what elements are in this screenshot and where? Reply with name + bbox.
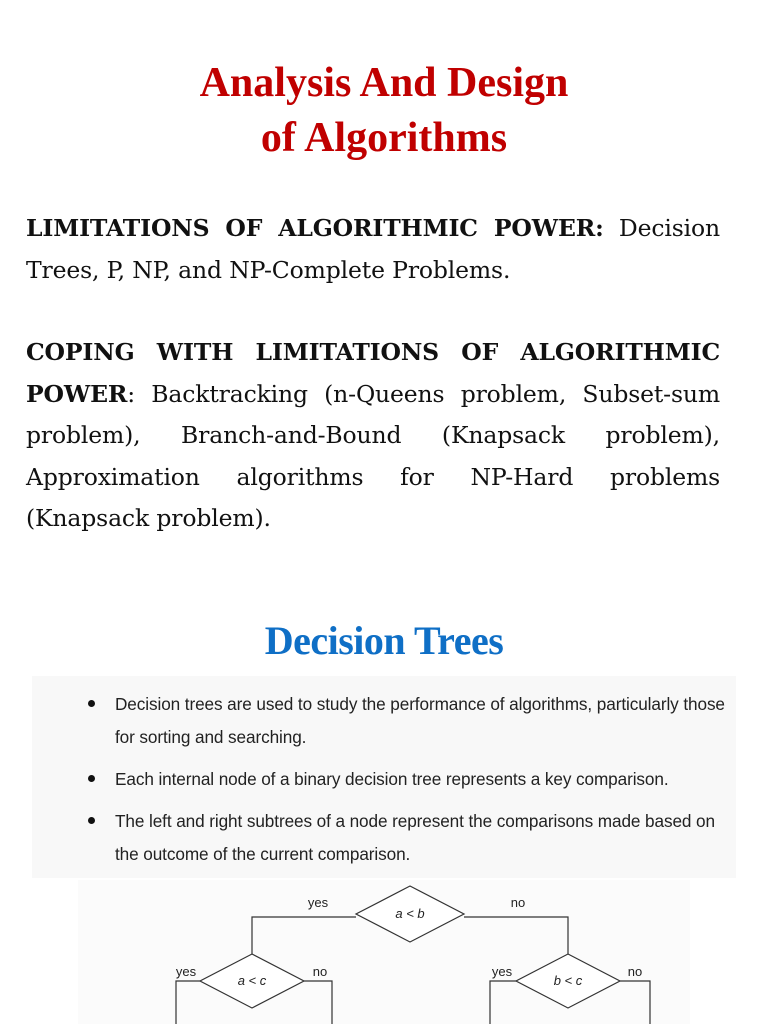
decision-tree-svg	[78, 880, 690, 1024]
root-right-edge	[464, 917, 568, 964]
right-no-label: no	[627, 964, 643, 979]
decision-tree-diagram	[78, 880, 690, 1024]
right-child-label: b < c	[553, 973, 583, 988]
bullet-item	[88, 805, 734, 871]
left-child-left-edge	[176, 981, 200, 1024]
coping-heading: COPING WITH LIMITATIONS OF ALGORITHMIC POWER	[26, 338, 720, 408]
section-title: Decision Trees	[264, 618, 504, 663]
slide-excerpt	[32, 676, 736, 878]
root-yes-label: yes	[307, 895, 329, 910]
bullet-dot-icon	[88, 700, 95, 707]
bullet-list	[88, 688, 734, 880]
coping-text: : Backtracking (n-Queens problem, Subset-sum problem), Branch-and-Bound (Knapsack problem), Approximation algorithms for NP-Hard problems (Knapsack problem).	[26, 379, 720, 532]
root-no-label: no	[510, 895, 526, 910]
bullet-text: Decision trees are used to study the performance of algorithms, particularly those for sorting and searching.	[115, 694, 725, 747]
root-node-label: a < b	[395, 906, 425, 921]
left-child-label: a < c	[237, 973, 267, 988]
left-child-right-edge	[304, 981, 332, 1024]
root-left-edge	[252, 917, 356, 964]
right-child-left-edge	[490, 981, 516, 1024]
document-title	[0, 56, 768, 166]
limitations-text: Decision Trees, P, NP, and NP-Complete Problems.	[26, 214, 721, 284]
limitations-heading: LIMITATIONS OF ALGORITHMIC POWER:	[26, 214, 604, 242]
bullet-text: The left and right subtrees of a node represent the comparisons made based on the outcome of the current comparison.	[115, 811, 715, 864]
title-line-1: Analysis And Design	[199, 60, 569, 106]
bullet-text: Each internal node of a binary decision tree represents a key comparison.	[115, 769, 669, 789]
bullet-dot-icon	[88, 817, 95, 824]
left-yes-label: yes	[175, 964, 197, 979]
bullet-dot-icon	[88, 775, 95, 782]
bullet-item	[88, 763, 734, 796]
bullet-item	[88, 688, 734, 754]
left-no-label: no	[312, 964, 328, 979]
coping-paragraph	[26, 332, 720, 540]
title-line-2: of Algorithms	[260, 115, 508, 161]
limitations-paragraph	[26, 208, 720, 291]
right-child-right-edge	[620, 981, 650, 1024]
right-yes-label: yes	[491, 964, 513, 979]
